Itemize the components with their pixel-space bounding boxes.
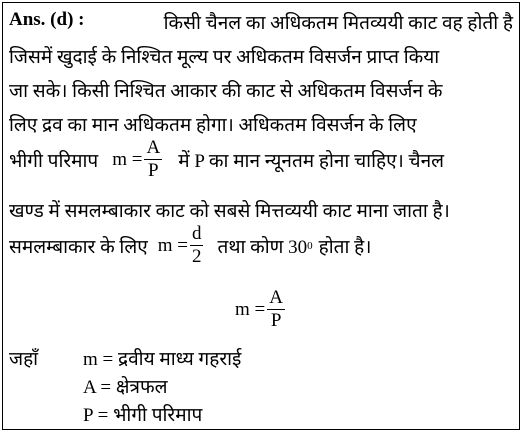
fraction-d-over-2 — [190, 223, 204, 268]
line-7-post: होता है। — [318, 236, 372, 258]
text-line-4: लिए द्रव का मान अधिकतम होगा। अधिकतम विसर्जन के लिए — [9, 115, 417, 136]
fraction-denominator: 2 — [191, 246, 202, 267]
line-7-mid: तथा कोण 30 — [217, 236, 308, 258]
formula-fraction — [267, 287, 285, 332]
fraction-denominator: P — [148, 160, 159, 181]
definition-m: m = द्रवीय माध्य गहराई — [83, 349, 242, 370]
answer-box — [2, 2, 520, 430]
definition-a: A = क्षेत्रफल — [83, 377, 168, 398]
line-5-post: में P का मान न्यूनतम होना चाहिए। चैनल — [178, 150, 445, 172]
fraction-denominator: P — [270, 310, 282, 331]
text-line-2: जिसमें खुदाई के निश्चित मूल्य पर अधिकतम विसर्जन प्राप्त किया — [9, 47, 440, 68]
line-7-pre: समलम्बाकार के लिए — [9, 236, 148, 258]
line-5-pre: भीगी परिमाप — [9, 150, 99, 172]
fraction-numerator: A — [269, 287, 283, 308]
degree-superscript: 0 — [307, 239, 313, 252]
text-line-6: खण्ड में समलम्बाकार काट को सबसे मित्तव्ययी काट माना जाता है। — [9, 201, 450, 222]
line-7-m-eq: m = — [157, 234, 188, 256]
line-5-m-eq: m = — [112, 148, 143, 170]
answer-label: Ans. (d) : — [9, 9, 85, 30]
fraction-numerator: A — [146, 137, 161, 158]
text-line-7 — [9, 223, 371, 268]
line-1-text: किसी चैनल का अधिकतम मितव्ययी काट वह होती है — [163, 13, 513, 34]
text-line-1 — [9, 9, 513, 35]
definition-p: P = भीगी परिमाप — [83, 405, 203, 426]
formula-m-eq: m = — [235, 298, 266, 320]
where-label: जहाँ — [9, 349, 39, 370]
fraction-a-over-p — [144, 137, 162, 182]
fraction-numerator: d — [191, 223, 202, 244]
text-line-5 — [9, 137, 444, 182]
centered-formula — [3, 287, 519, 332]
text-line-3: जा सके। किसी निश्चित आकार की काट से अधिकतम विसर्जन के — [9, 81, 443, 102]
